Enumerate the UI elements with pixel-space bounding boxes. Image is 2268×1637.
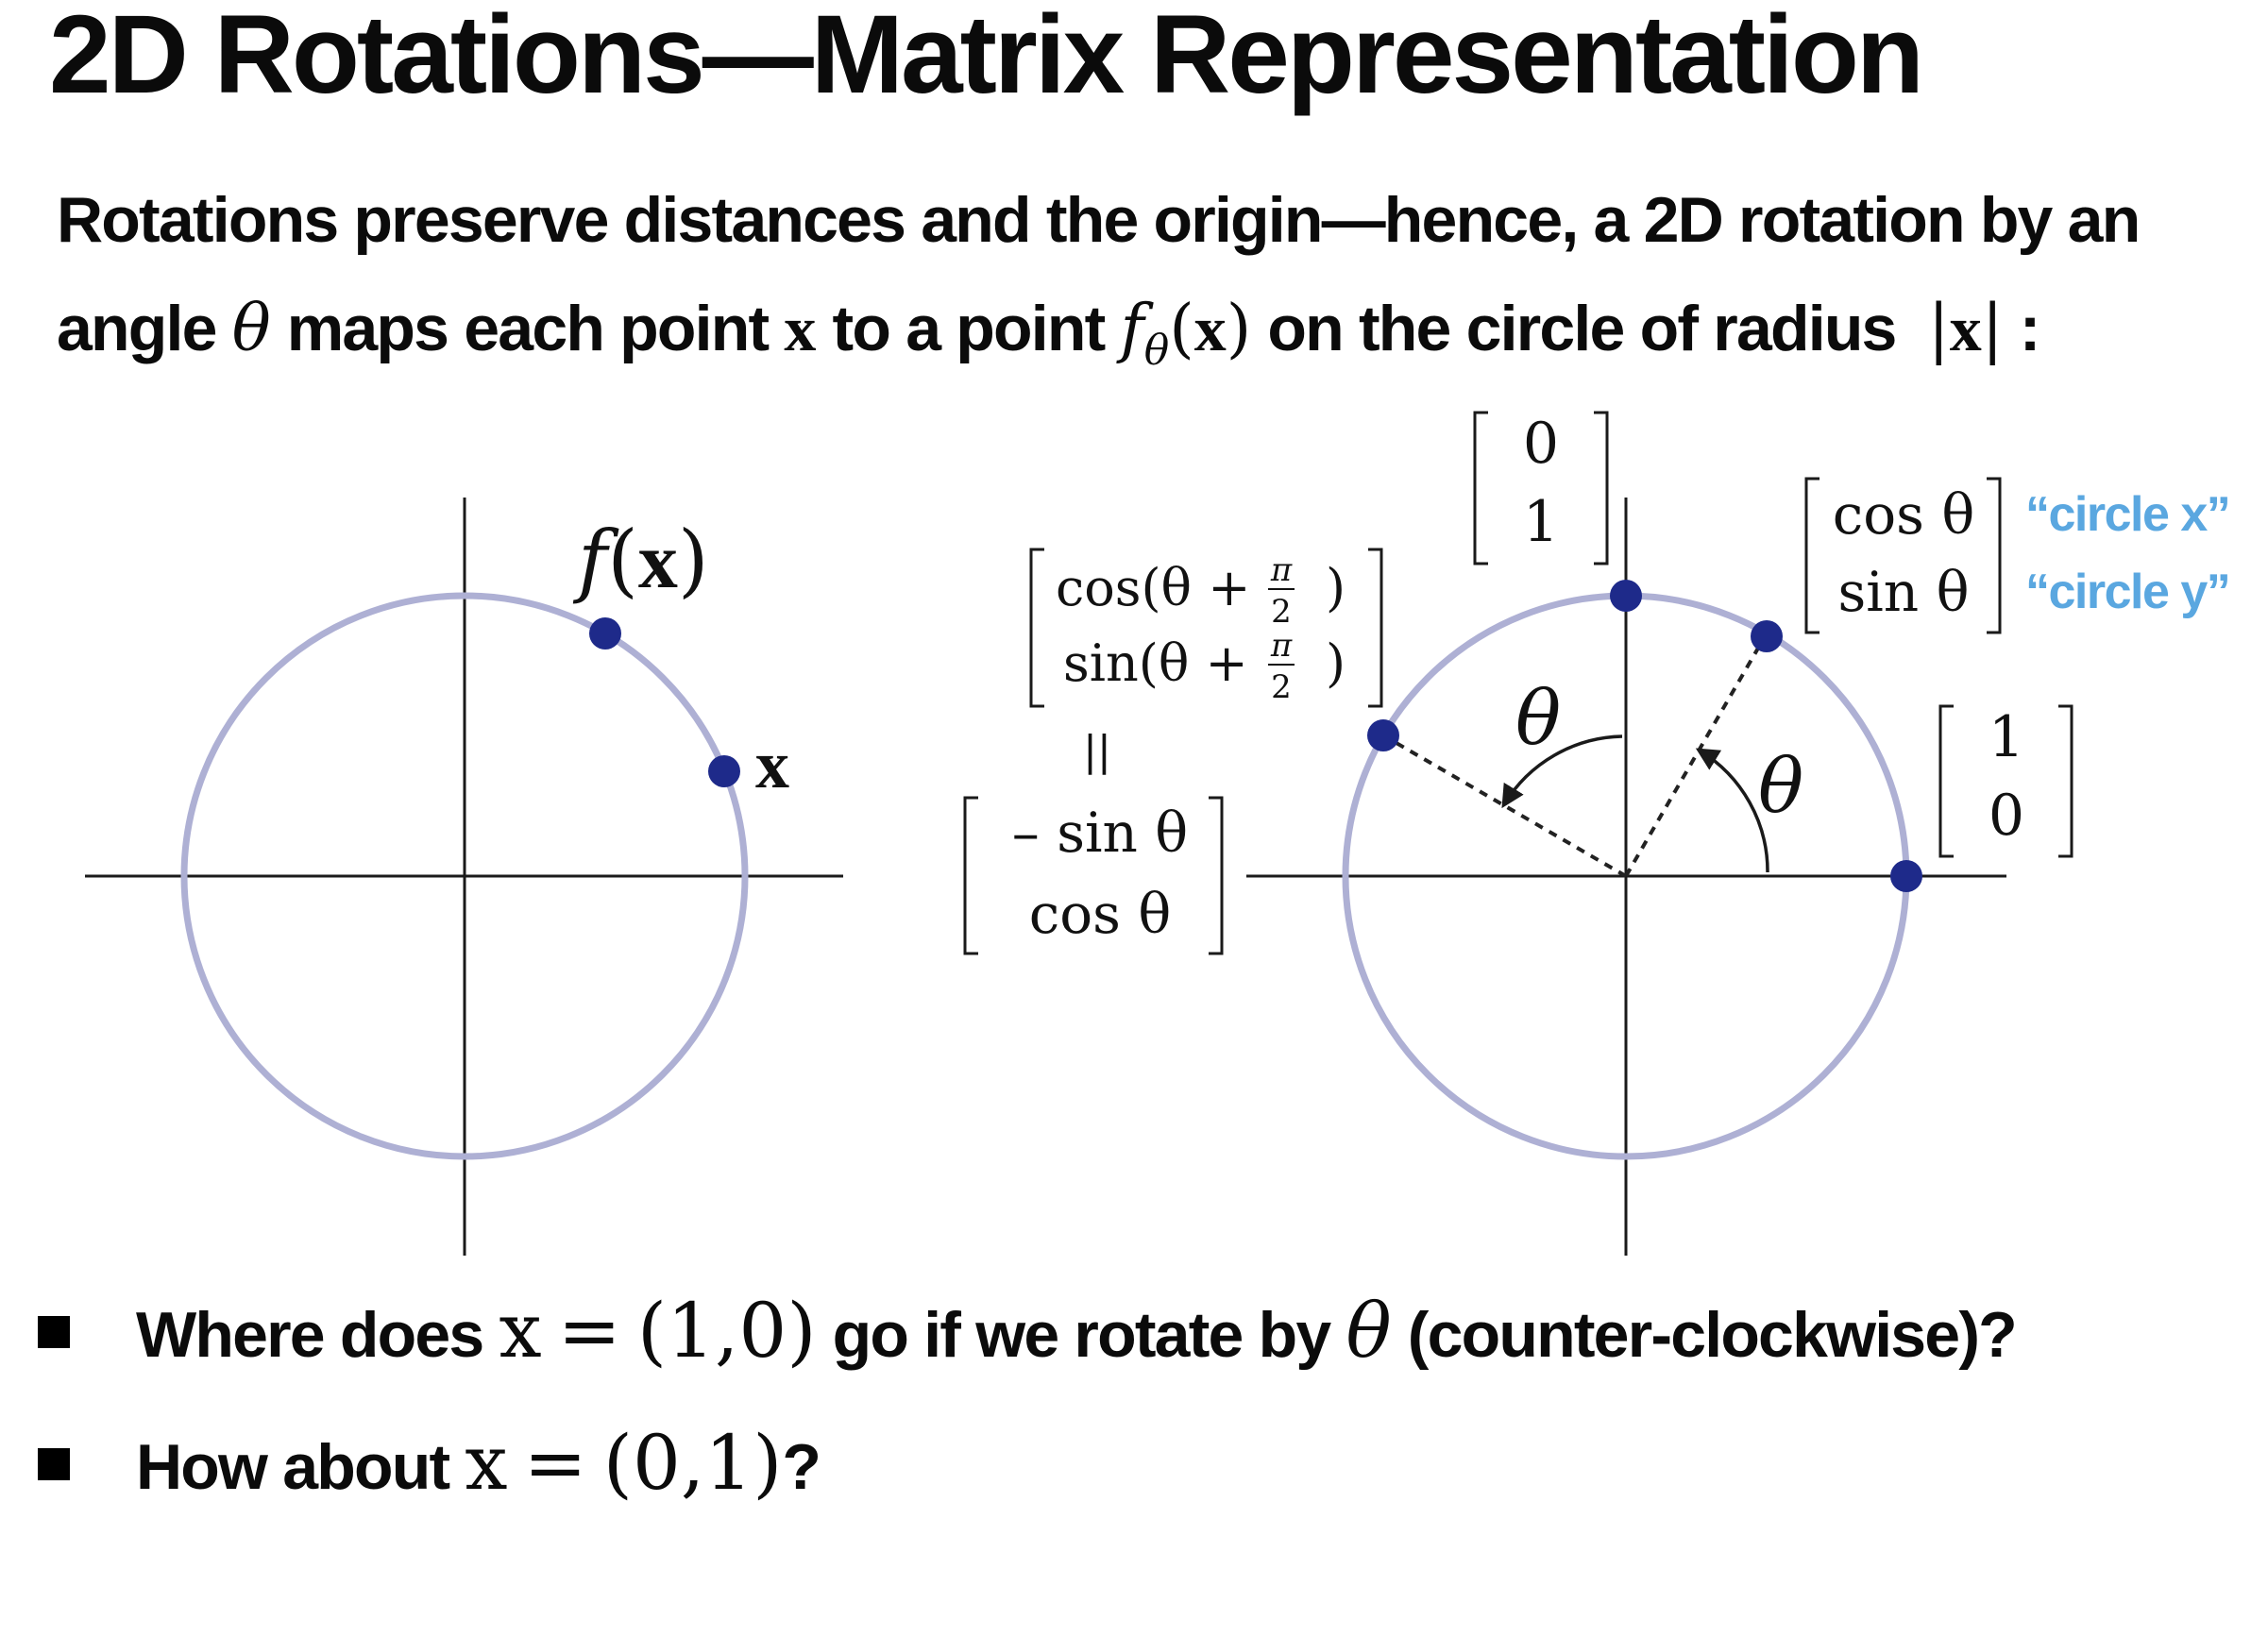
theta-label-lower: θ [1758, 742, 1804, 830]
left-x-label: x [755, 727, 789, 802]
bullet-square-icon [38, 1316, 70, 1348]
svg-text:0: 0 [1988, 783, 2025, 849]
slide-title: 2D Rotations—Matrix Representation [49, 0, 1921, 117]
equals-sign-vertical: || [1083, 727, 1111, 775]
dashed-radius-rotated-y [1383, 735, 1626, 876]
point-e2 [1610, 580, 1642, 612]
svg-text:2: 2 [1271, 593, 1292, 631]
right-diagram [965, 411, 2229, 1256]
circle-y-note: “circle y” [2025, 565, 2230, 619]
vector-result [965, 798, 1222, 954]
f-theta-of-x: $f_\theta(x)$ [1120, 292, 1252, 375]
list-item: How about x = (0,1)? [34, 1416, 2206, 1548]
svg-text:sin θ: sin θ [1837, 560, 1970, 624]
vector-cos-sin [1806, 479, 2000, 633]
left-point-x [708, 755, 740, 787]
svg-text:1: 1 [1522, 489, 1560, 555]
left-point-fx [589, 617, 621, 650]
theta-label-upper: θ [1515, 674, 1562, 762]
svg-text:cos θ: cos θ [1832, 482, 1975, 547]
svg-text:): ) [1326, 558, 1346, 617]
subtitle-line-2: angle θ maps each point x to a point $f_\theta(x)$ on the circle of radius |x| : [57, 292, 2040, 375]
point-e1 [1890, 860, 1922, 892]
dashed-radius-rotated-x [1626, 633, 1767, 876]
subtitle-line-1: Rotations preserve distances and the origin—hence, a 2D rotation by an [57, 184, 2140, 256]
svg-text:cos(θ +: cos(θ + [1056, 558, 1251, 617]
svg-text:): ) [1326, 633, 1346, 693]
point-rotated-y [1367, 719, 1399, 751]
vector-e1 [1940, 704, 2072, 856]
svg-text:1: 1 [1988, 704, 2025, 770]
svg-text:π: π [1270, 627, 1293, 665]
bullet-square-icon [38, 1448, 70, 1480]
svg-text:π: π [1270, 551, 1293, 589]
circle-x-note: “circle x” [2025, 487, 2230, 542]
svg-text:sin(θ +: sin(θ + [1063, 633, 1248, 693]
vector-e2 [1475, 411, 1607, 564]
vector-shifted [1031, 549, 1381, 706]
left-diagram [85, 498, 843, 1256]
left-fx-label: f(x) [578, 514, 709, 606]
svg-text:cos θ: cos θ [1028, 882, 1172, 946]
norm-of-x: |x| [1927, 292, 2004, 366]
question-list [34, 1284, 2206, 1548]
point-rotated-x [1751, 620, 1783, 652]
svg-text:0: 0 [1522, 411, 1560, 477]
svg-text:2: 2 [1271, 668, 1292, 706]
svg-text:– sin θ: – sin θ [1011, 801, 1189, 865]
list-item: Where does x = (1,0) go if we rotate by θ (counter-clockwise)? [34, 1284, 2206, 1416]
